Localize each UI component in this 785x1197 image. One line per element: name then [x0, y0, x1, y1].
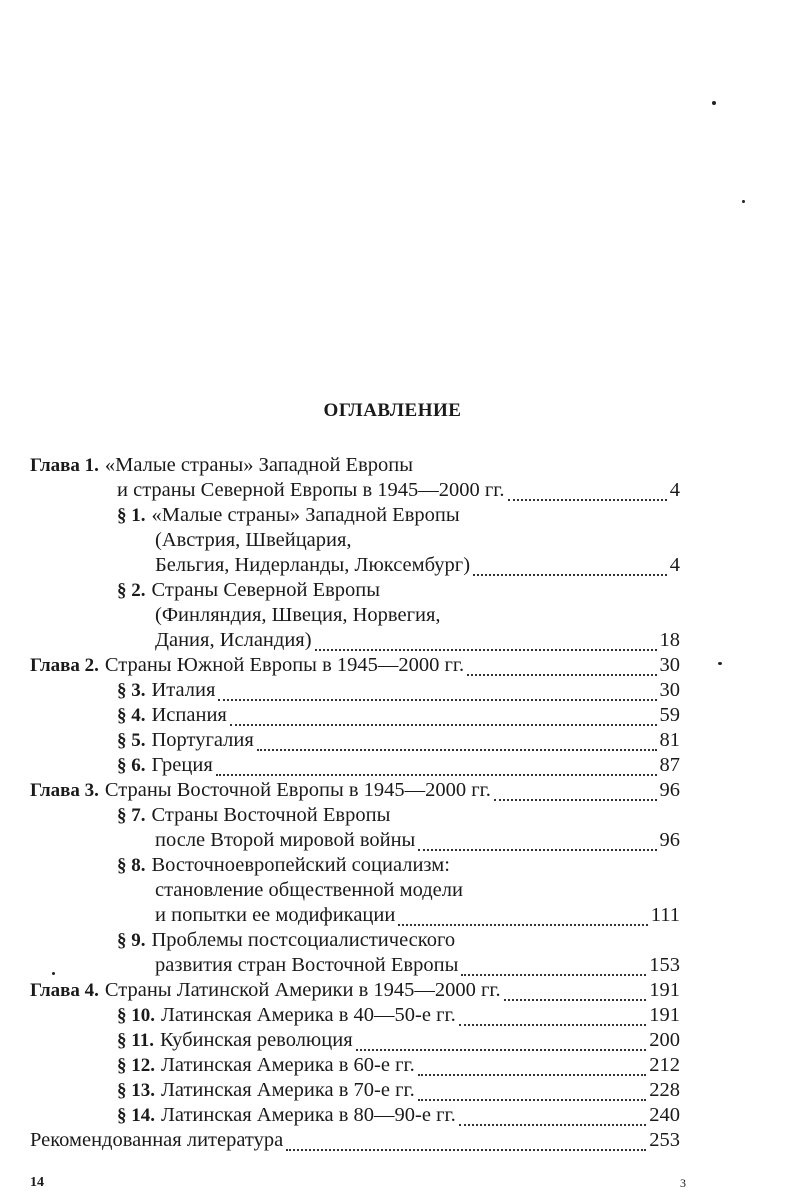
toc-page-number: 4 — [669, 479, 680, 501]
toc-title: «Малые страны» Западной Европы — [104, 454, 413, 476]
toc-chapter-label: Глава 2. — [30, 655, 99, 676]
leader-dots — [473, 561, 667, 575]
toc-section-label: § 9. — [117, 930, 146, 951]
footer-mark: 3 — [680, 1176, 686, 1190]
toc-chapter-2[interactable] — [30, 653, 680, 678]
toc-title: развития стран Восточной Европы — [155, 954, 459, 976]
toc-title: и попытки ее модификации — [155, 904, 396, 926]
leader-dots — [461, 961, 646, 975]
leader-dots — [504, 986, 647, 1000]
toc-section-4[interactable] — [117, 703, 680, 728]
toc-chapter-label: Глава 4. — [30, 980, 99, 1001]
toc-chapter-3[interactable] — [30, 778, 680, 803]
toc-title: становление общественной модели — [155, 879, 463, 901]
toc-page-number: 30 — [659, 654, 680, 676]
toc-chapter-label: Глава 1. — [30, 455, 99, 476]
toc-title: Страны Южной Европы в 1945—2000 гг. — [104, 654, 465, 676]
toc-section-9[interactable] — [117, 928, 680, 953]
leader-dots — [418, 1061, 647, 1075]
leader-dots — [257, 736, 657, 750]
leader-dots — [459, 1111, 647, 1125]
toc-section-7-cont[interactable] — [155, 828, 680, 853]
leader-dots — [418, 1086, 647, 1100]
toc-title: и страны Северной Европы в 1945—2000 гг. — [117, 479, 505, 501]
toc-section-2-cont — [155, 603, 680, 628]
toc-section-label: § 3. — [117, 680, 146, 701]
leader-dots — [315, 636, 657, 650]
toc-section-label: § 11. — [117, 1030, 154, 1051]
toc-page-number: 87 — [659, 754, 680, 776]
scan-speck — [742, 200, 745, 203]
toc-section-1-cont — [155, 528, 680, 553]
toc-section-label: § 10. — [117, 1005, 155, 1026]
toc-chapter-4[interactable] — [30, 978, 680, 1003]
toc-title: «Малые страны» Западной Европы — [151, 504, 460, 526]
toc-section-label: § 13. — [117, 1080, 155, 1101]
toc-title: Страны Северной Европы — [151, 579, 381, 601]
toc-page-number: 111 — [650, 904, 680, 926]
toc-title: (Австрия, Швейцария, — [155, 529, 352, 551]
toc-title: Рекомендованная литература — [30, 1129, 284, 1151]
toc-title: (Финляндия, Швеция, Норвегия, — [155, 604, 441, 626]
toc-section-label: § 1. — [117, 505, 146, 526]
toc-section-1[interactable] — [117, 503, 680, 528]
toc-page-number: 18 — [659, 629, 680, 651]
toc-title: Бельгия, Нидерланды, Люксембург) — [155, 554, 471, 576]
toc-literature[interactable] — [30, 1128, 680, 1153]
toc-title: Греция — [151, 754, 213, 776]
toc-chapter-1-cont[interactable] — [117, 478, 680, 503]
toc-section-5[interactable] — [117, 728, 680, 753]
toc-section-label: § 7. — [117, 805, 146, 826]
leader-dots — [398, 911, 647, 925]
toc-section-1-cont[interactable] — [155, 553, 680, 578]
leader-dots — [230, 711, 657, 725]
scan-speck — [712, 101, 716, 105]
toc-section-12[interactable] — [117, 1053, 680, 1078]
toc-page-number: 253 — [649, 1129, 680, 1151]
toc-title: Проблемы постсоциалистического — [151, 929, 456, 951]
toc-section-7[interactable] — [117, 803, 680, 828]
toc-title: Дания, Исландия) — [155, 629, 312, 651]
toc-page-number: 200 — [649, 1029, 680, 1051]
toc-section-3[interactable] — [117, 678, 680, 703]
toc-section-label: § 12. — [117, 1055, 155, 1076]
leader-dots — [356, 1036, 647, 1050]
toc-title: Латинская Америка в 40—50-е гг. — [161, 1004, 456, 1026]
leader-dots — [494, 786, 657, 800]
toc-chapter-1[interactable] — [30, 453, 680, 478]
toc-page-number: 96 — [659, 829, 680, 851]
toc-section-6[interactable] — [117, 753, 680, 778]
page-title: ОГЛАВЛЕНИЕ — [323, 400, 462, 421]
toc-title: Восточноевропейский социализм: — [151, 854, 450, 876]
toc-title: Португалия — [151, 729, 254, 751]
toc-section-2-cont[interactable] — [155, 628, 680, 653]
toc-title: Страны Восточной Европы в 1945—2000 гг. — [104, 779, 491, 801]
toc-page-number: 240 — [649, 1104, 680, 1126]
leader-dots — [508, 486, 667, 500]
toc-title: Италия — [151, 679, 216, 701]
toc-section-label: § 2. — [117, 580, 146, 601]
leader-dots — [286, 1136, 646, 1150]
footer-page-number: 14 — [30, 1175, 44, 1190]
toc-section-10[interactable] — [117, 1003, 680, 1028]
toc-page-number: 153 — [649, 954, 680, 976]
toc-section-label: § 14. — [117, 1105, 155, 1126]
leader-dots — [459, 1011, 647, 1025]
toc-title: Страны Восточной Европы — [151, 804, 391, 826]
toc-page-number: 81 — [659, 729, 680, 751]
toc-title: после Второй мировой войны — [155, 829, 416, 851]
scan-speck — [718, 662, 722, 665]
leader-dots — [216, 761, 657, 775]
toc-chapter-label: Глава 3. — [30, 780, 99, 801]
toc-title: Кубинская революция — [159, 1029, 353, 1051]
toc-section-label: § 6. — [117, 755, 146, 776]
leader-dots — [218, 686, 656, 700]
toc-title: Латинская Америка в 70-е гг. — [161, 1079, 415, 1101]
toc-section-label: § 8. — [117, 855, 146, 876]
toc-section-11[interactable] — [117, 1028, 680, 1053]
toc-page-number: 191 — [649, 1004, 680, 1026]
toc-page-number: 96 — [659, 779, 680, 801]
toc-title: Страны Латинской Америки в 1945—2000 гг. — [104, 979, 501, 1001]
toc-section-2[interactable] — [117, 578, 680, 603]
toc-title: Латинская Америка в 80—90-е гг. — [161, 1104, 456, 1126]
toc-page-number: 228 — [649, 1079, 680, 1101]
toc-section-14[interactable] — [117, 1103, 680, 1128]
toc-section-label: § 4. — [117, 705, 146, 726]
toc-section-8[interactable] — [117, 853, 680, 878]
toc-page-number: 30 — [659, 679, 680, 701]
toc-section-9-cont[interactable] — [155, 953, 680, 978]
toc-section-label: § 5. — [117, 730, 146, 751]
toc-page-number: 4 — [669, 554, 680, 576]
toc-page-number: 212 — [649, 1054, 680, 1076]
toc-section-8-cont — [155, 878, 680, 903]
toc-section-8-cont[interactable] — [155, 903, 680, 928]
scan-speck — [52, 972, 55, 975]
toc-page-number: 59 — [659, 704, 680, 726]
toc-page-number: 191 — [649, 979, 680, 1001]
toc-section-13[interactable] — [117, 1078, 680, 1103]
toc-title: Испания — [151, 704, 227, 726]
leader-dots — [418, 836, 656, 850]
leader-dots — [467, 661, 656, 675]
toc-title: Латинская Америка в 60-е гг. — [161, 1054, 415, 1076]
